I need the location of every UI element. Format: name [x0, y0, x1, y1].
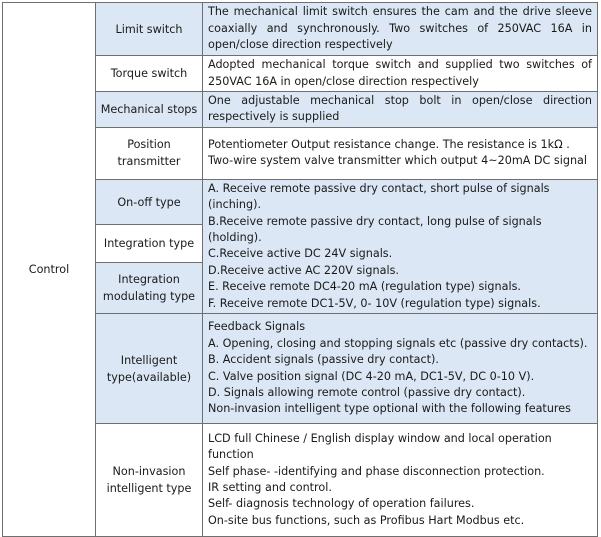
- desc-feedback-signals: [203, 314, 598, 424]
- label-integration-type: Integration type: [96, 225, 203, 263]
- feature-item: On-site bus functions, such as Profibus Hart Modbus etc.: [208, 513, 525, 527]
- desc-line: Adopted mechanical torque switch and supplied two switches of: [208, 58, 592, 72]
- desc-noninvasion-features: [203, 424, 598, 537]
- desc-line: respectively is supplied: [208, 110, 340, 124]
- label-noninvasion-intelligent-type: Non-invasion intelligent type: [96, 424, 203, 537]
- row-limit-switch: [3, 3, 598, 56]
- label-torque-switch: Torque switch: [96, 56, 203, 92]
- label-on-off-type: On-off type: [96, 179, 203, 225]
- option-item: D.Receive active AC 220V signals.: [208, 263, 399, 277]
- desc-position-transmitter: [203, 127, 598, 179]
- feedback-item: D. Signals allowing remote control (passive dry contact).: [208, 385, 526, 399]
- desc-torque-switch: [203, 56, 598, 92]
- feedback-item: B. Accident signals (passive dry contact).: [208, 353, 439, 367]
- feedback-item: C. Valve position signal (DC 4-20 mA, DC1-5V, DC 0-10 V).: [208, 369, 535, 383]
- label-position-transmitter: Position transmitter: [96, 127, 203, 179]
- category-cell: Control: [3, 3, 96, 537]
- control-spec-table: [2, 2, 598, 537]
- desc-line: open/close direction respectively: [208, 38, 393, 52]
- option-item: B.Receive remote passive dry contact, long pulse of signals (holding).: [208, 214, 542, 245]
- desc-line: Two-wire system valve transmitter which output 4~20mA DC signal: [208, 154, 588, 168]
- label-mechanical-stops: Mechanical stops: [96, 92, 203, 128]
- desc-type-options: [203, 179, 598, 313]
- desc-line: coaxially and synchronously. Two switches of 250VAC 16A in: [208, 21, 592, 35]
- option-item: F. Receive remote DC1-5V, 0- 10V (regulation type) signals.: [208, 296, 541, 310]
- feedback-item: Non-invasion intelligent type optional with the following features: [208, 402, 571, 416]
- feedback-title: Feedback Signals: [208, 320, 306, 334]
- label-integration-modulating-type: Integration modulating type: [96, 262, 203, 313]
- desc-line: One adjustable mechanical stop bolt in open/close direction: [208, 94, 592, 107]
- feature-item: IR setting and control.: [208, 481, 332, 495]
- label-intelligent-type: Intelligent type(available): [96, 314, 203, 424]
- option-item: C.Receive active DC 24V signals.: [208, 247, 393, 261]
- option-item: E. Receive remote DC4-20 mA (regulation type) signals.: [208, 280, 521, 294]
- feedback-item: A. Opening, closing and stopping signals etc (passive dry contacts).: [208, 336, 588, 350]
- desc-line: 250VAC 16A in open/close direction respectively: [208, 74, 479, 88]
- feature-item: Self phase- -identifying and phase disconnection protection.: [208, 464, 545, 478]
- desc-line: The mechanical limit switch ensures the cam and the drive sleeve: [208, 5, 592, 19]
- feature-item: LCD full Chinese / English display window and local operation function: [208, 431, 552, 462]
- label-limit-switch: Limit switch: [96, 3, 203, 56]
- feature-item: Self- diagnosis technology of operation failures.: [208, 497, 475, 511]
- desc-limit-switch: [203, 3, 598, 56]
- desc-line: Potentiometer Output resistance change. The resistance is 1kΩ .: [208, 137, 570, 151]
- desc-mechanical-stops: [203, 92, 598, 128]
- option-item: A. Receive remote passive dry contact, short pulse of signals (inching).: [208, 181, 550, 212]
